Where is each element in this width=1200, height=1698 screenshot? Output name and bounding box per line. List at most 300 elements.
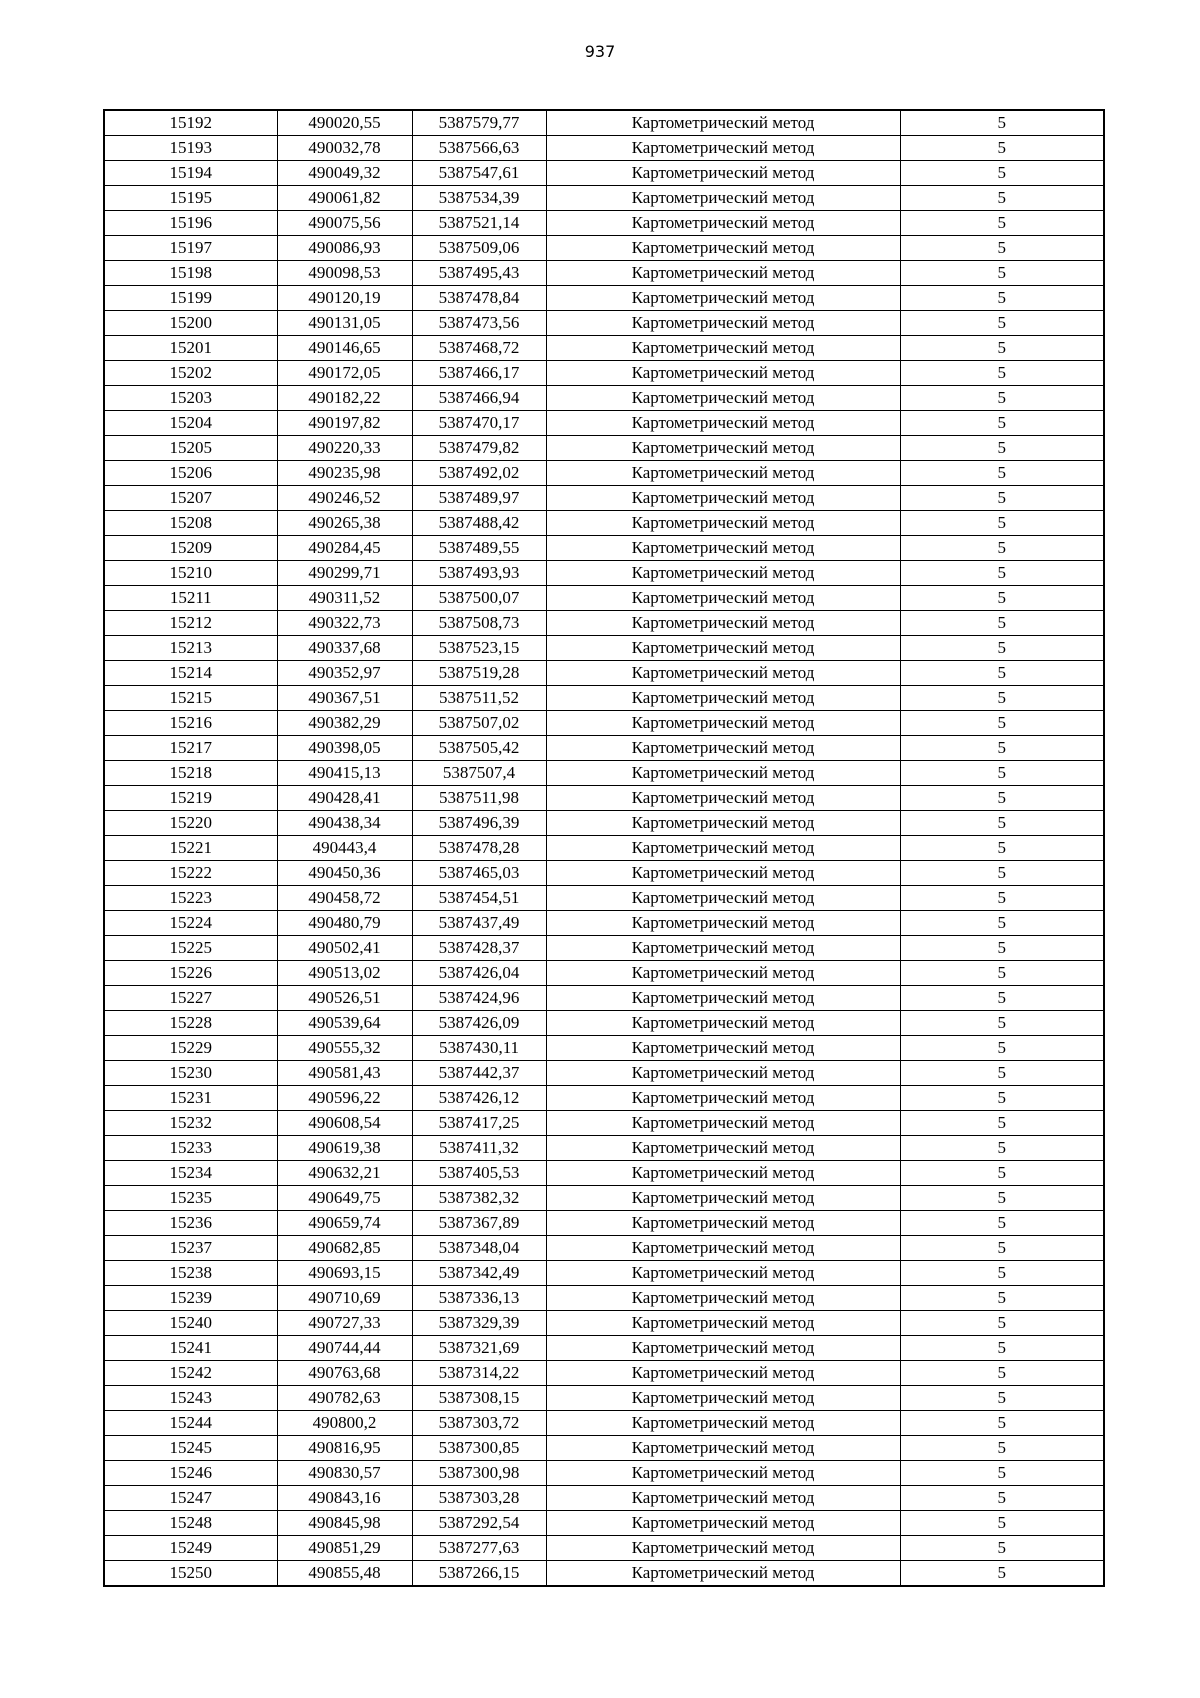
y-coordinate-cell: 5387534,39 (412, 186, 546, 211)
method-cell: Картометрический метод (546, 1111, 900, 1136)
table-row (104, 386, 1104, 411)
accuracy-cell: 5 (900, 586, 1104, 611)
x-coordinate-cell: 490061,82 (277, 186, 412, 211)
accuracy-cell: 5 (900, 1286, 1104, 1311)
table-row (104, 986, 1104, 1011)
table-row (104, 1011, 1104, 1036)
table-row (104, 211, 1104, 236)
accuracy-cell: 5 (900, 911, 1104, 936)
table-row (104, 536, 1104, 561)
method-cell: Картометрический метод (546, 486, 900, 511)
y-coordinate-cell: 5387470,17 (412, 411, 546, 436)
y-coordinate-cell: 5387426,12 (412, 1086, 546, 1111)
point-number-cell: 15222 (104, 861, 277, 886)
y-coordinate-cell: 5387495,43 (412, 261, 546, 286)
y-coordinate-cell: 5387500,07 (412, 586, 546, 611)
table-row (104, 1036, 1104, 1061)
x-coordinate-cell: 490367,51 (277, 686, 412, 711)
point-number-cell: 15239 (104, 1286, 277, 1311)
y-coordinate-cell: 5387547,61 (412, 161, 546, 186)
point-number-cell: 15248 (104, 1511, 277, 1536)
point-number-cell: 15231 (104, 1086, 277, 1111)
accuracy-cell: 5 (900, 936, 1104, 961)
method-cell: Картометрический метод (546, 536, 900, 561)
method-cell: Картометрический метод (546, 986, 900, 1011)
accuracy-cell: 5 (900, 811, 1104, 836)
point-number-cell: 15195 (104, 186, 277, 211)
y-coordinate-cell: 5387292,54 (412, 1511, 546, 1536)
accuracy-cell: 5 (900, 1336, 1104, 1361)
point-number-cell: 15245 (104, 1436, 277, 1461)
method-cell: Картометрический метод (546, 1436, 900, 1461)
y-coordinate-cell: 5387489,55 (412, 536, 546, 561)
table-row (104, 961, 1104, 986)
point-number-cell: 15236 (104, 1211, 277, 1236)
x-coordinate-cell: 490098,53 (277, 261, 412, 286)
y-coordinate-cell: 5387300,98 (412, 1461, 546, 1486)
y-coordinate-cell: 5387277,63 (412, 1536, 546, 1561)
accuracy-cell: 5 (900, 211, 1104, 236)
x-coordinate-cell: 490502,41 (277, 936, 412, 961)
y-coordinate-cell: 5387417,25 (412, 1111, 546, 1136)
accuracy-cell: 5 (900, 1361, 1104, 1386)
point-number-cell: 15198 (104, 261, 277, 286)
method-cell: Картометрический метод (546, 711, 900, 736)
method-cell: Картометрический метод (546, 786, 900, 811)
point-number-cell: 15224 (104, 911, 277, 936)
y-coordinate-cell: 5387511,52 (412, 686, 546, 711)
y-coordinate-cell: 5387507,02 (412, 711, 546, 736)
method-cell: Картометрический метод (546, 461, 900, 486)
point-number-cell: 15223 (104, 886, 277, 911)
table-row (104, 1061, 1104, 1086)
x-coordinate-cell: 490710,69 (277, 1286, 412, 1311)
accuracy-cell: 5 (900, 110, 1104, 136)
y-coordinate-cell: 5387367,89 (412, 1211, 546, 1236)
table-row (104, 1386, 1104, 1411)
y-coordinate-cell: 5387507,4 (412, 761, 546, 786)
x-coordinate-cell: 490727,33 (277, 1311, 412, 1336)
accuracy-cell: 5 (900, 761, 1104, 786)
table-row (104, 1136, 1104, 1161)
method-cell: Картометрический метод (546, 761, 900, 786)
method-cell: Картометрический метод (546, 1411, 900, 1436)
method-cell: Картометрический метод (546, 1036, 900, 1061)
accuracy-cell: 5 (900, 986, 1104, 1011)
point-number-cell: 15199 (104, 286, 277, 311)
accuracy-cell: 5 (900, 286, 1104, 311)
point-number-cell: 15250 (104, 1561, 277, 1587)
point-number-cell: 15244 (104, 1411, 277, 1436)
method-cell: Картометрический метод (546, 1461, 900, 1486)
x-coordinate-cell: 490438,34 (277, 811, 412, 836)
y-coordinate-cell: 5387430,11 (412, 1036, 546, 1061)
method-cell: Картометрический метод (546, 286, 900, 311)
table-row (104, 786, 1104, 811)
accuracy-cell: 5 (900, 161, 1104, 186)
method-cell: Картометрический метод (546, 1361, 900, 1386)
table-row (104, 1111, 1104, 1136)
y-coordinate-cell: 5387521,14 (412, 211, 546, 236)
x-coordinate-cell: 490322,73 (277, 611, 412, 636)
method-cell: Картометрический метод (546, 1186, 900, 1211)
x-coordinate-cell: 490443,4 (277, 836, 412, 861)
point-number-cell: 15242 (104, 1361, 277, 1386)
y-coordinate-cell: 5387479,82 (412, 436, 546, 461)
point-number-cell: 15196 (104, 211, 277, 236)
method-cell: Картометрический метод (546, 611, 900, 636)
y-coordinate-cell: 5387314,22 (412, 1361, 546, 1386)
x-coordinate-cell: 490693,15 (277, 1261, 412, 1286)
method-cell: Картометрический метод (546, 836, 900, 861)
page-number: 937 (584, 42, 616, 61)
point-number-cell: 15192 (104, 110, 277, 136)
point-number-cell: 15201 (104, 336, 277, 361)
accuracy-cell: 5 (900, 1536, 1104, 1561)
y-coordinate-cell: 5387579,77 (412, 110, 546, 136)
x-coordinate-cell: 490800,2 (277, 1411, 412, 1436)
point-number-cell: 15229 (104, 1036, 277, 1061)
point-number-cell: 15237 (104, 1236, 277, 1261)
table-row (104, 936, 1104, 961)
x-coordinate-cell: 490415,13 (277, 761, 412, 786)
method-cell: Картометрический метод (546, 1561, 900, 1587)
y-coordinate-cell: 5387348,04 (412, 1236, 546, 1261)
method-cell: Картометрический метод (546, 1261, 900, 1286)
y-coordinate-cell: 5387478,84 (412, 286, 546, 311)
method-cell: Картометрический метод (546, 1511, 900, 1536)
accuracy-cell: 5 (900, 511, 1104, 536)
point-number-cell: 15243 (104, 1386, 277, 1411)
point-number-cell: 15208 (104, 511, 277, 536)
y-coordinate-cell: 5387492,02 (412, 461, 546, 486)
x-coordinate-cell: 490382,29 (277, 711, 412, 736)
x-coordinate-cell: 490299,71 (277, 561, 412, 586)
point-number-cell: 15233 (104, 1136, 277, 1161)
accuracy-cell: 5 (900, 1011, 1104, 1036)
table-row (104, 1161, 1104, 1186)
point-number-cell: 15246 (104, 1461, 277, 1486)
accuracy-cell: 5 (900, 1511, 1104, 1536)
y-coordinate-cell: 5387511,98 (412, 786, 546, 811)
y-coordinate-cell: 5387342,49 (412, 1261, 546, 1286)
x-coordinate-cell: 490450,36 (277, 861, 412, 886)
method-cell: Картометрический метод (546, 336, 900, 361)
y-coordinate-cell: 5387488,42 (412, 511, 546, 536)
x-coordinate-cell: 490458,72 (277, 886, 412, 911)
accuracy-cell: 5 (900, 1386, 1104, 1411)
point-number-cell: 15225 (104, 936, 277, 961)
method-cell: Картометрический метод (546, 161, 900, 186)
method-cell: Картометрический метод (546, 411, 900, 436)
accuracy-cell: 5 (900, 1061, 1104, 1086)
table-row (104, 661, 1104, 686)
y-coordinate-cell: 5387508,73 (412, 611, 546, 636)
x-coordinate-cell: 490398,05 (277, 736, 412, 761)
accuracy-cell: 5 (900, 486, 1104, 511)
table-row (104, 511, 1104, 536)
method-cell: Картометрический метод (546, 186, 900, 211)
table-row (104, 836, 1104, 861)
accuracy-cell: 5 (900, 1486, 1104, 1511)
accuracy-cell: 5 (900, 1036, 1104, 1061)
x-coordinate-cell: 490744,44 (277, 1336, 412, 1361)
x-coordinate-cell: 490049,32 (277, 161, 412, 186)
table-row (104, 186, 1104, 211)
x-coordinate-cell: 490830,57 (277, 1461, 412, 1486)
point-number-cell: 15228 (104, 1011, 277, 1036)
method-cell: Картометрический метод (546, 236, 900, 261)
point-number-cell: 15194 (104, 161, 277, 186)
x-coordinate-cell: 490197,82 (277, 411, 412, 436)
method-cell: Картометрический метод (546, 1211, 900, 1236)
point-number-cell: 15209 (104, 536, 277, 561)
table-row (104, 811, 1104, 836)
x-coordinate-cell: 490182,22 (277, 386, 412, 411)
x-coordinate-cell: 490513,02 (277, 961, 412, 986)
x-coordinate-cell: 490763,68 (277, 1361, 412, 1386)
point-number-cell: 15216 (104, 711, 277, 736)
x-coordinate-cell: 490843,16 (277, 1486, 412, 1511)
accuracy-cell: 5 (900, 336, 1104, 361)
accuracy-cell: 5 (900, 611, 1104, 636)
method-cell: Картометрический метод (546, 811, 900, 836)
table-row (104, 886, 1104, 911)
table-row (104, 136, 1104, 161)
table-row (104, 311, 1104, 336)
y-coordinate-cell: 5387266,15 (412, 1561, 546, 1587)
method-cell: Картометрический метод (546, 1061, 900, 1086)
method-cell: Картометрический метод (546, 136, 900, 161)
table-row (104, 611, 1104, 636)
x-coordinate-cell: 490596,22 (277, 1086, 412, 1111)
x-coordinate-cell: 490581,43 (277, 1061, 412, 1086)
x-coordinate-cell: 490539,64 (277, 1011, 412, 1036)
point-number-cell: 15226 (104, 961, 277, 986)
table-row (104, 1261, 1104, 1286)
point-number-cell: 15227 (104, 986, 277, 1011)
point-number-cell: 15218 (104, 761, 277, 786)
x-coordinate-cell: 490851,29 (277, 1536, 412, 1561)
y-coordinate-cell: 5387336,13 (412, 1286, 546, 1311)
method-cell: Картометрический метод (546, 1486, 900, 1511)
accuracy-cell: 5 (900, 386, 1104, 411)
table-row (104, 461, 1104, 486)
point-number-cell: 15210 (104, 561, 277, 586)
y-coordinate-cell: 5387468,72 (412, 336, 546, 361)
method-cell: Картометрический метод (546, 110, 900, 136)
point-number-cell: 15249 (104, 1536, 277, 1561)
method-cell: Картометрический метод (546, 1336, 900, 1361)
method-cell: Картометрический метод (546, 261, 900, 286)
table-row (104, 336, 1104, 361)
x-coordinate-cell: 490352,97 (277, 661, 412, 686)
table-row (104, 1436, 1104, 1461)
point-number-cell: 15202 (104, 361, 277, 386)
x-coordinate-cell: 490265,38 (277, 511, 412, 536)
table-row (104, 261, 1104, 286)
y-coordinate-cell: 5387300,85 (412, 1436, 546, 1461)
table-row (104, 586, 1104, 611)
method-cell: Картометрический метод (546, 636, 900, 661)
x-coordinate-cell: 490608,54 (277, 1111, 412, 1136)
method-cell: Картометрический метод (546, 936, 900, 961)
x-coordinate-cell: 490816,95 (277, 1436, 412, 1461)
x-coordinate-cell: 490220,33 (277, 436, 412, 461)
accuracy-cell: 5 (900, 1436, 1104, 1461)
x-coordinate-cell: 490659,74 (277, 1211, 412, 1236)
method-cell: Картометрический метод (546, 861, 900, 886)
table-row (104, 1286, 1104, 1311)
accuracy-cell: 5 (900, 1561, 1104, 1587)
method-cell: Картометрический метод (546, 311, 900, 336)
x-coordinate-cell: 490845,98 (277, 1511, 412, 1536)
x-coordinate-cell: 490855,48 (277, 1561, 412, 1587)
accuracy-cell: 5 (900, 886, 1104, 911)
y-coordinate-cell: 5387411,32 (412, 1136, 546, 1161)
y-coordinate-cell: 5387505,42 (412, 736, 546, 761)
accuracy-cell: 5 (900, 311, 1104, 336)
table-row (104, 1336, 1104, 1361)
coordinates-table (103, 109, 1105, 1587)
x-coordinate-cell: 490075,56 (277, 211, 412, 236)
point-number-cell: 15204 (104, 411, 277, 436)
point-number-cell: 15215 (104, 686, 277, 711)
accuracy-cell: 5 (900, 1161, 1104, 1186)
accuracy-cell: 5 (900, 561, 1104, 586)
table-row (104, 1361, 1104, 1386)
x-coordinate-cell: 490682,85 (277, 1236, 412, 1261)
accuracy-cell: 5 (900, 1261, 1104, 1286)
point-number-cell: 15247 (104, 1486, 277, 1511)
y-coordinate-cell: 5387442,37 (412, 1061, 546, 1086)
x-coordinate-cell: 490632,21 (277, 1161, 412, 1186)
method-cell: Картометрический метод (546, 1536, 900, 1561)
point-number-cell: 15205 (104, 436, 277, 461)
accuracy-cell: 5 (900, 686, 1104, 711)
method-cell: Картометрический метод (546, 386, 900, 411)
table-row (104, 636, 1104, 661)
x-coordinate-cell: 490311,52 (277, 586, 412, 611)
accuracy-cell: 5 (900, 861, 1104, 886)
y-coordinate-cell: 5387426,09 (412, 1011, 546, 1036)
point-number-cell: 15238 (104, 1261, 277, 1286)
method-cell: Картометрический метод (546, 1136, 900, 1161)
method-cell: Картометрический метод (546, 1086, 900, 1111)
point-number-cell: 15200 (104, 311, 277, 336)
table-row (104, 1511, 1104, 1536)
y-coordinate-cell: 5387489,97 (412, 486, 546, 511)
table-row (104, 911, 1104, 936)
accuracy-cell: 5 (900, 536, 1104, 561)
point-number-cell: 15230 (104, 1061, 277, 1086)
y-coordinate-cell: 5387426,04 (412, 961, 546, 986)
x-coordinate-cell: 490337,68 (277, 636, 412, 661)
accuracy-cell: 5 (900, 236, 1104, 261)
y-coordinate-cell: 5387523,15 (412, 636, 546, 661)
accuracy-cell: 5 (900, 361, 1104, 386)
accuracy-cell: 5 (900, 1111, 1104, 1136)
table-row (104, 1236, 1104, 1261)
table-row (104, 1411, 1104, 1436)
y-coordinate-cell: 5387424,96 (412, 986, 546, 1011)
y-coordinate-cell: 5387478,28 (412, 836, 546, 861)
accuracy-cell: 5 (900, 1411, 1104, 1436)
accuracy-cell: 5 (900, 411, 1104, 436)
method-cell: Картометрический метод (546, 886, 900, 911)
table-row (104, 686, 1104, 711)
accuracy-cell: 5 (900, 636, 1104, 661)
point-number-cell: 15235 (104, 1186, 277, 1211)
table-row (104, 486, 1104, 511)
y-coordinate-cell: 5387466,17 (412, 361, 546, 386)
table-row (104, 110, 1104, 136)
point-number-cell: 15232 (104, 1111, 277, 1136)
y-coordinate-cell: 5387509,06 (412, 236, 546, 261)
x-coordinate-cell: 490120,19 (277, 286, 412, 311)
accuracy-cell: 5 (900, 1211, 1104, 1236)
table-row (104, 1461, 1104, 1486)
point-number-cell: 15221 (104, 836, 277, 861)
accuracy-cell: 5 (900, 1236, 1104, 1261)
y-coordinate-cell: 5387493,93 (412, 561, 546, 586)
x-coordinate-cell: 490020,55 (277, 110, 412, 136)
y-coordinate-cell: 5387496,39 (412, 811, 546, 836)
method-cell: Картометрический метод (546, 1386, 900, 1411)
method-cell: Картометрический метод (546, 361, 900, 386)
method-cell: Картометрический метод (546, 1161, 900, 1186)
x-coordinate-cell: 490526,51 (277, 986, 412, 1011)
table-row (104, 161, 1104, 186)
y-coordinate-cell: 5387437,49 (412, 911, 546, 936)
table-row (104, 411, 1104, 436)
x-coordinate-cell: 490480,79 (277, 911, 412, 936)
point-number-cell: 15220 (104, 811, 277, 836)
method-cell: Картометрический метод (546, 1286, 900, 1311)
point-number-cell: 15241 (104, 1336, 277, 1361)
x-coordinate-cell: 490619,38 (277, 1136, 412, 1161)
point-number-cell: 15212 (104, 611, 277, 636)
y-coordinate-cell: 5387382,32 (412, 1186, 546, 1211)
method-cell: Картометрический метод (546, 1236, 900, 1261)
y-coordinate-cell: 5387566,63 (412, 136, 546, 161)
method-cell: Картометрический метод (546, 686, 900, 711)
accuracy-cell: 5 (900, 136, 1104, 161)
method-cell: Картометрический метод (546, 1311, 900, 1336)
table-row (104, 361, 1104, 386)
y-coordinate-cell: 5387303,72 (412, 1411, 546, 1436)
method-cell: Картометрический метод (546, 436, 900, 461)
point-number-cell: 15206 (104, 461, 277, 486)
accuracy-cell: 5 (900, 961, 1104, 986)
table-row (104, 1561, 1104, 1587)
coordinates-table-body (104, 110, 1104, 1586)
table-row (104, 286, 1104, 311)
table-row (104, 1186, 1104, 1211)
x-coordinate-cell: 490428,41 (277, 786, 412, 811)
x-coordinate-cell: 490555,32 (277, 1036, 412, 1061)
accuracy-cell: 5 (900, 711, 1104, 736)
table-row (104, 1086, 1104, 1111)
point-number-cell: 15193 (104, 136, 277, 161)
x-coordinate-cell: 490649,75 (277, 1186, 412, 1211)
table-row (104, 1311, 1104, 1336)
table-row (104, 861, 1104, 886)
point-number-cell: 15211 (104, 586, 277, 611)
method-cell: Картометрический метод (546, 586, 900, 611)
x-coordinate-cell: 490284,45 (277, 536, 412, 561)
x-coordinate-cell: 490131,05 (277, 311, 412, 336)
